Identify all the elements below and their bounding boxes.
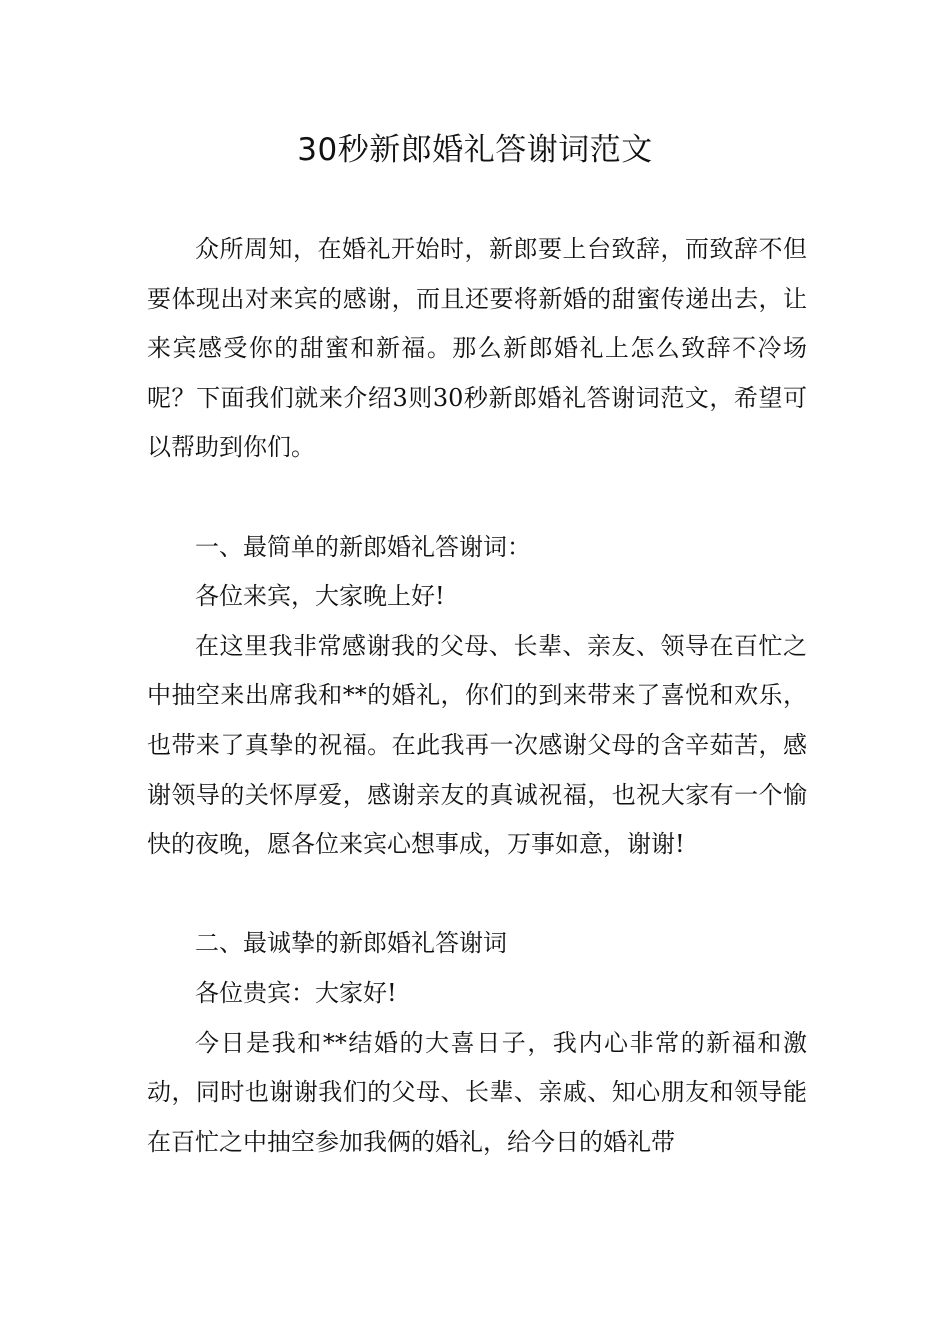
- section-1-greeting: 各位来宾，大家晚上好!: [195, 582, 445, 611]
- paragraph-spacer: [147, 473, 807, 523]
- section-2-greeting: 各位贵宾：大家好!: [195, 978, 397, 1007]
- paragraph-spacer: [147, 870, 807, 920]
- document-title: 30秒新郎婚礼答谢词范文: [297, 132, 653, 168]
- document-body: [147, 225, 807, 1167]
- section-2-heading: 二、最诚挚的新郎婚礼答谢词: [195, 929, 507, 958]
- section-1-heading: 一、最简单的新郎婚礼答谢词：: [195, 532, 531, 561]
- intro-paragraph: 众所周知，在婚礼开始时，新郎要上台致辞，而致辞不但要体现出对来宾的感谢，而且还要将新婚的甜蜜传递出去，让来宾感受你的甜蜜和新福。那么新郎婚礼上怎么致辞不冷场呢？下面我们就来介绍3则30秒新郎婚礼答谢词范文，希望可以帮助到你们。: [147, 235, 807, 462]
- section-1-content: 在这里我非常感谢我的父母、长辈、亲友、领导在百忙之中抽空来出席我和**的婚礼，你们的到来带来了喜悦和欢乐，也带来了真挚的祝福。在此我再一次感谢父母的含辛茹苦，感谢领导的关怀厚爱，感谢亲友的真诚祝福，也祝大家有一个愉快的夜晚，愿各位来宾心想事成，万事如意，谢谢!: [147, 631, 807, 859]
- section-2-content: 今日是我和**结婚的大喜日子，我内心非常的新福和激动，同时也谢谢我们的父母、长辈、亲戚、知心朋友和领导能在百忙之中抽空参加我俩的婚礼，给今日的婚礼带: [147, 1028, 807, 1156]
